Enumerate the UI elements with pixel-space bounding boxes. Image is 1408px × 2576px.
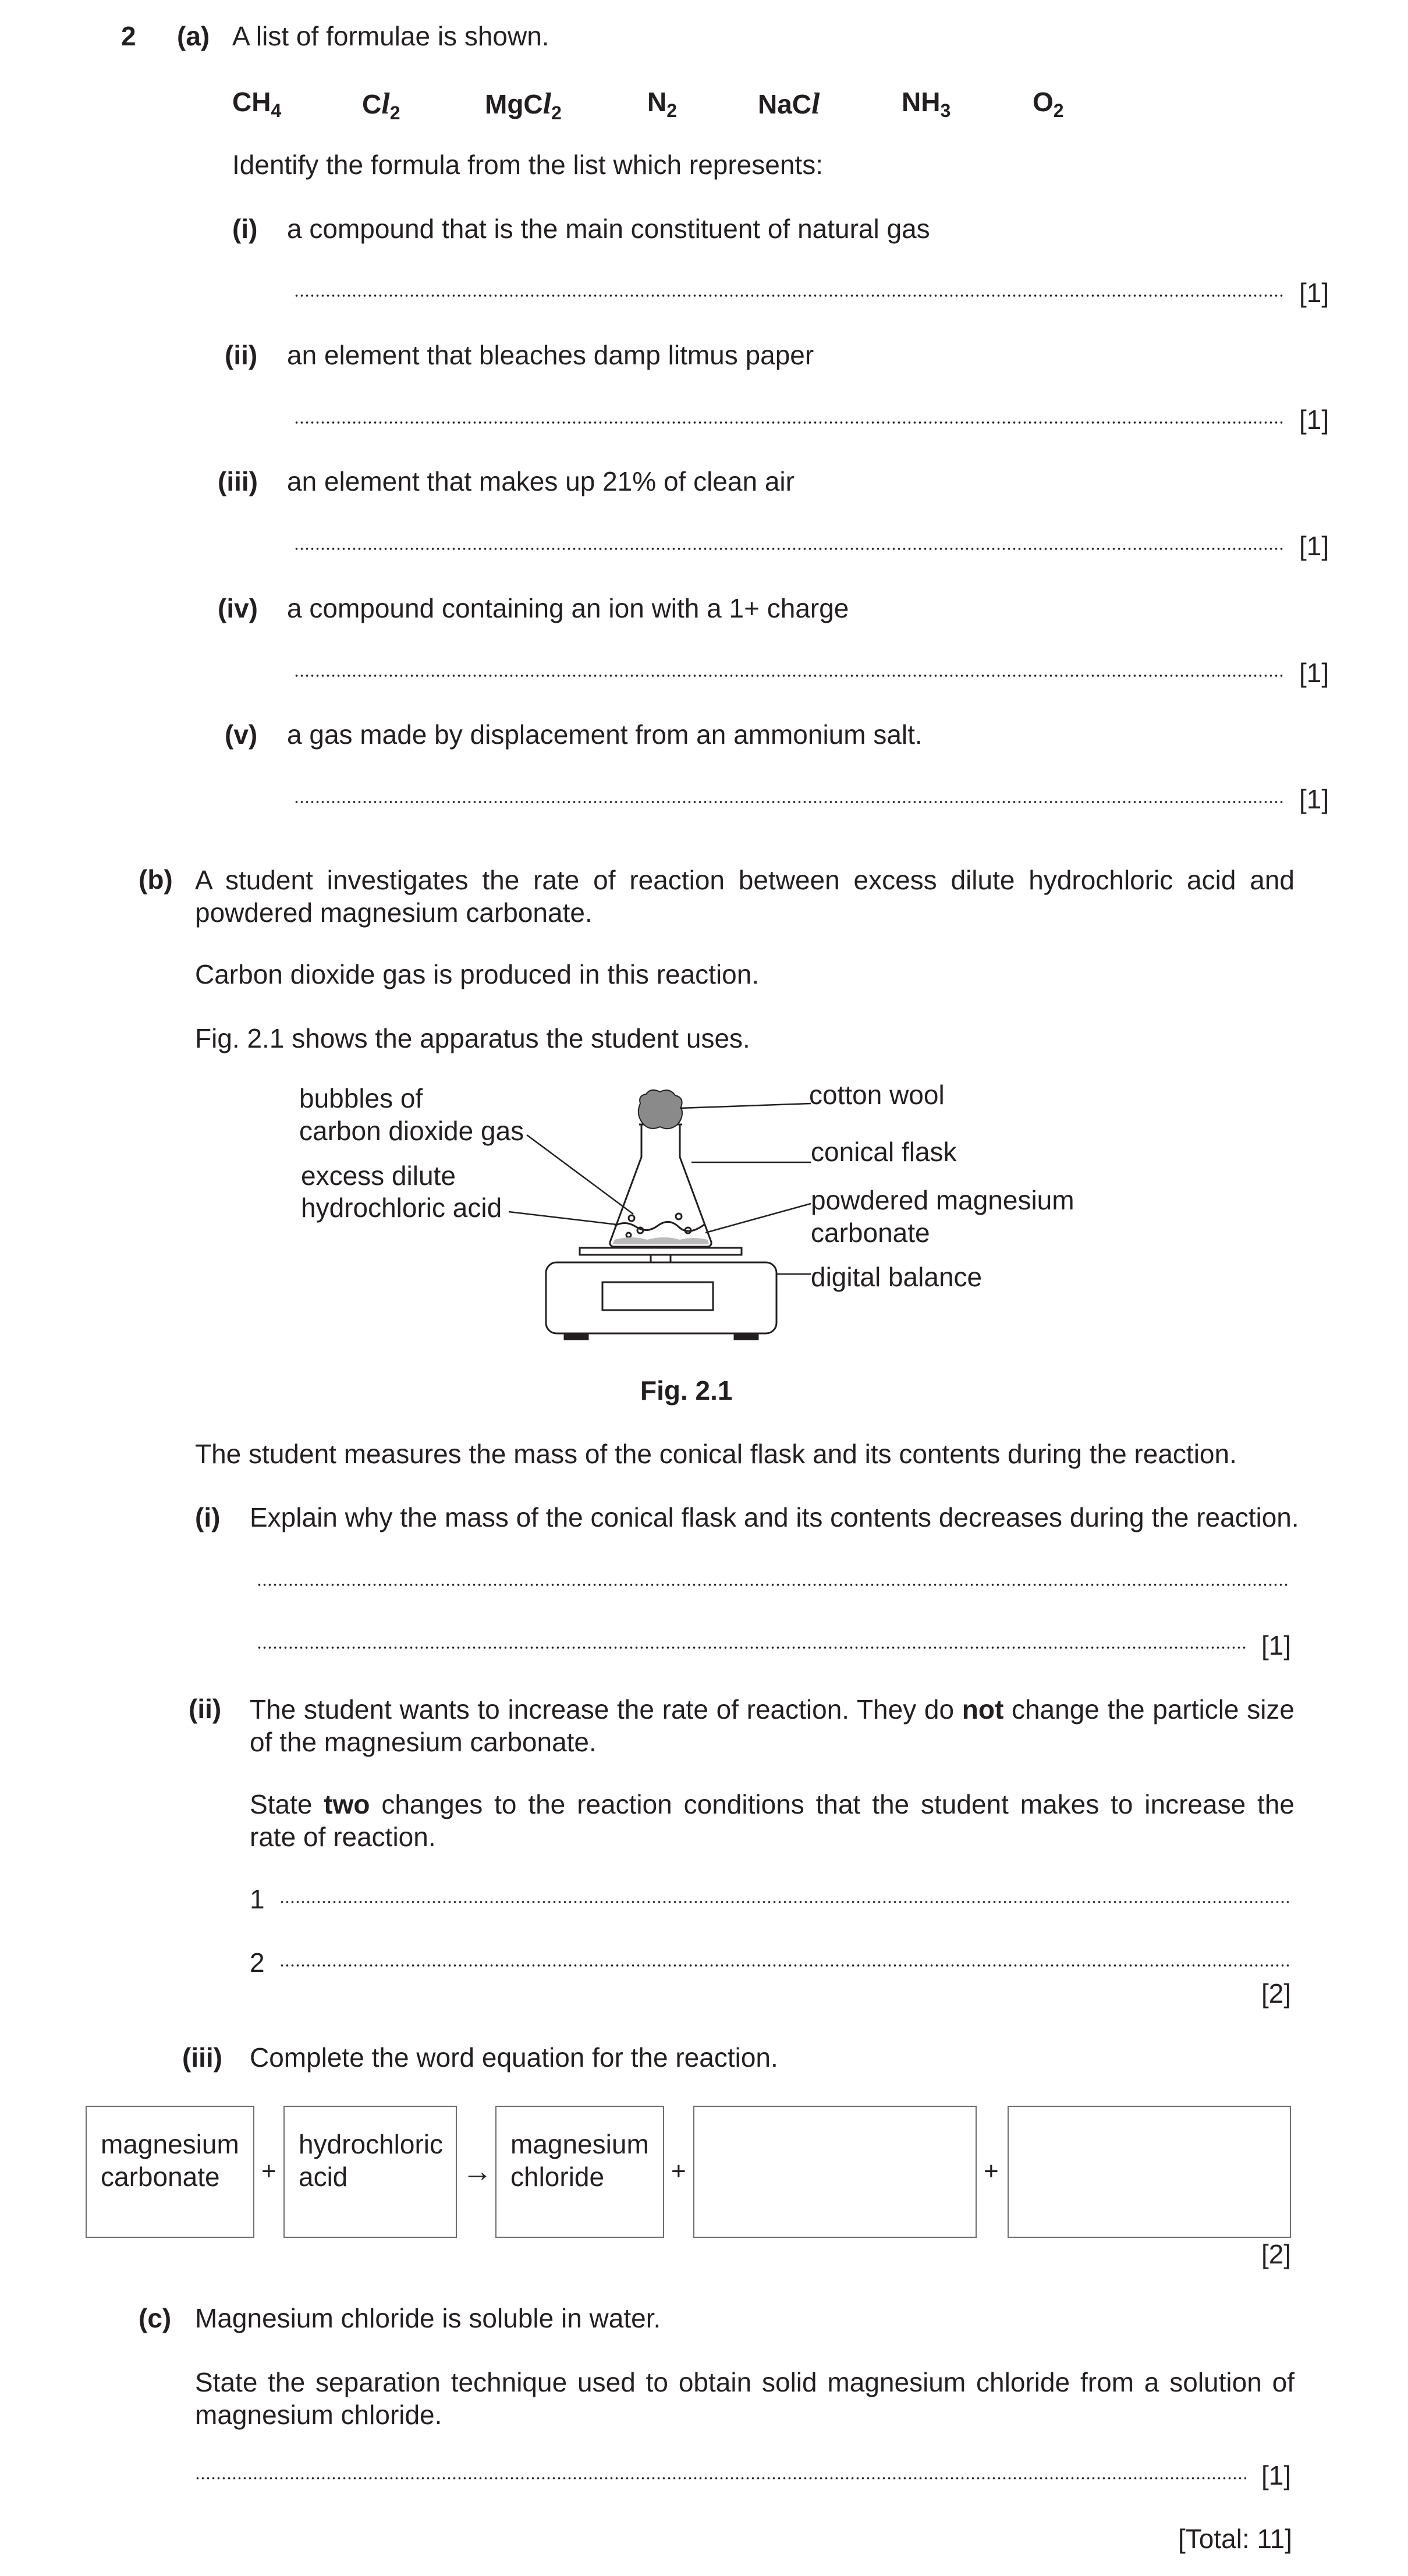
equation-box-magnesium-chloride: magnesium chloride: [495, 2106, 664, 2238]
part-a-instruction: Identify the formula from the list which represents:: [232, 150, 823, 180]
part-c-intro: Magnesium chloride is soluble in water.: [195, 2303, 661, 2333]
b-iii-text: Complete the word equation for the reaction.: [250, 2042, 778, 2073]
formula-mgcl2: MgCl$_2$: [485, 87, 562, 123]
plus-sign-2: +: [671, 2157, 686, 2185]
reaction-arrow: →: [462, 2155, 492, 2188]
balance-stem: [651, 1255, 671, 1262]
answer-line-b-ii-1[interactable]: [279, 1900, 1289, 1904]
balance-display: [602, 1282, 713, 1310]
item-iii-label: (iii): [218, 466, 258, 496]
plus-sign-3: +: [984, 2157, 999, 2185]
formula-ch4: $CH_4$: [232, 87, 282, 121]
part-c-label: (c): [139, 2303, 172, 2333]
item-iv-text: a compound containing an ion with a 1+ charge: [287, 593, 849, 623]
item-i-label: (i): [232, 214, 258, 244]
bubble: [629, 1215, 634, 1221]
b-i-label: (i): [195, 1502, 221, 1532]
mark-b-i: [1]: [1261, 1630, 1292, 1660]
total-marks: [Total: 11]: [1178, 2524, 1293, 2554]
b-ii-state: State two changes to the reaction conditions that the student makes to increase the rate of reaction.: [250, 1789, 1294, 1852]
equation-answer-box-2[interactable]: [1008, 2106, 1291, 2238]
part-b-gas-line: Carbon dioxide gas is produced in this reaction.: [195, 959, 760, 989]
cotton-wool: [639, 1090, 682, 1129]
balance-foot-right: [735, 1333, 758, 1339]
powdered-magnesium-carbonate: [612, 1237, 709, 1244]
equation-box-magnesium-carbonate: magnesium carbonate: [86, 2106, 254, 2238]
bubble: [676, 1214, 682, 1219]
b-ii-text: The student wants to increase the rate of reaction. They do not change the particle size of the magnesium carbonate.: [250, 1694, 1294, 1757]
formula-nacl: NaCl: [758, 87, 820, 120]
item-iii-text: an element that makes up 21% of clean air: [287, 466, 795, 496]
formula-cl2: $Cl_2$: [362, 87, 400, 123]
mark-a-ii: [1]: [1299, 405, 1329, 435]
answer-line-b-i-1[interactable]: [257, 1583, 1288, 1587]
part-b-label: (b): [139, 864, 173, 895]
item-ii-text: an element that bleaches damp litmus paper: [287, 340, 814, 370]
item-ii-label: (ii): [225, 340, 258, 370]
label-powder-2: carbonate: [811, 1218, 930, 1248]
answer-line-b-ii-2[interactable]: [279, 1964, 1289, 1967]
label-conical-flask: conical flask: [811, 1137, 957, 1167]
part-b-intro: A student investigates the rate of reaction between excess dilute hydrochloric acid and powdered magnesium carbonate.: [195, 865, 1294, 928]
question-number: 2: [121, 21, 136, 51]
b-ii-label: (ii): [189, 1694, 222, 1724]
answer-line-b-i-2[interactable]: [257, 1646, 1246, 1649]
item-v-label: (v): [225, 719, 258, 750]
balance-foot-left: [565, 1333, 588, 1339]
figure-caption: Fig. 2.1: [640, 1375, 733, 1406]
b-iii-label: (iii): [182, 2042, 222, 2073]
plus-sign-1: +: [261, 2157, 276, 2185]
label-bubbles-2: carbon dioxide gas: [299, 1116, 524, 1146]
bubble: [626, 1233, 631, 1237]
formula-o2: $O_2$: [1033, 87, 1064, 121]
mark-a-iv: [1]: [1299, 658, 1329, 688]
b-ii-line-1-number: 1: [250, 1884, 265, 1914]
part-a-intro: A list of formulae is shown.: [232, 21, 549, 51]
mark-a-i: [1]: [1299, 278, 1329, 308]
label-bubbles-1: bubbles of: [299, 1083, 423, 1113]
part-b-fig-intro: Fig. 2.1 shows the apparatus the student uses.: [195, 1023, 750, 1053]
b-i-text: Explain why the mass of the conical flask and its contents decreases during the reaction.: [250, 1502, 1299, 1532]
item-iv-label: (iv): [218, 593, 258, 623]
label-powder-1: powdered magnesium: [811, 1185, 1074, 1215]
mark-a-iii: [1]: [1299, 531, 1329, 561]
item-v-text: a gas made by displacement from an ammonium salt.: [287, 719, 923, 750]
answer-line-c[interactable]: [195, 2476, 1246, 2480]
item-i-text: a compound that is the main constituent of natural gas: [287, 214, 930, 244]
part-c-text: State the separation technique used to obtain solid magnesium chloride from a solution of magnesium chloride.: [195, 2367, 1294, 2430]
bubble: [637, 1227, 643, 1233]
label-digital-balance: digital balance: [811, 1262, 983, 1292]
equation-answer-box-1[interactable]: [693, 2106, 977, 2238]
conical-flask: [610, 1124, 711, 1247]
part-b-measure-line: The student measures the mass of the conical flask and its contents during the reaction.: [195, 1439, 1237, 1469]
b-ii-line-2-number: 2: [250, 1947, 265, 1978]
digital-balance: [546, 1262, 776, 1333]
mark-c: [1]: [1261, 2460, 1292, 2490]
balance-pan: [580, 1248, 742, 1255]
label-acid-1: excess dilute: [301, 1161, 456, 1191]
mark-a-v: [1]: [1299, 784, 1329, 814]
mark-b-iii: [2]: [1261, 2239, 1292, 2269]
formula-nh3: $NH_3$: [902, 87, 951, 121]
mark-b-ii: [2]: [1261, 1978, 1292, 2009]
label-acid-2: hydrochloric acid: [301, 1193, 502, 1223]
formula-n2: $N_2$: [647, 87, 678, 121]
part-a-label: (a): [177, 21, 210, 51]
label-cotton-wool: cotton wool: [809, 1080, 945, 1110]
equation-box-hydrochloric-acid: hydrochloric acid: [283, 2106, 457, 2238]
